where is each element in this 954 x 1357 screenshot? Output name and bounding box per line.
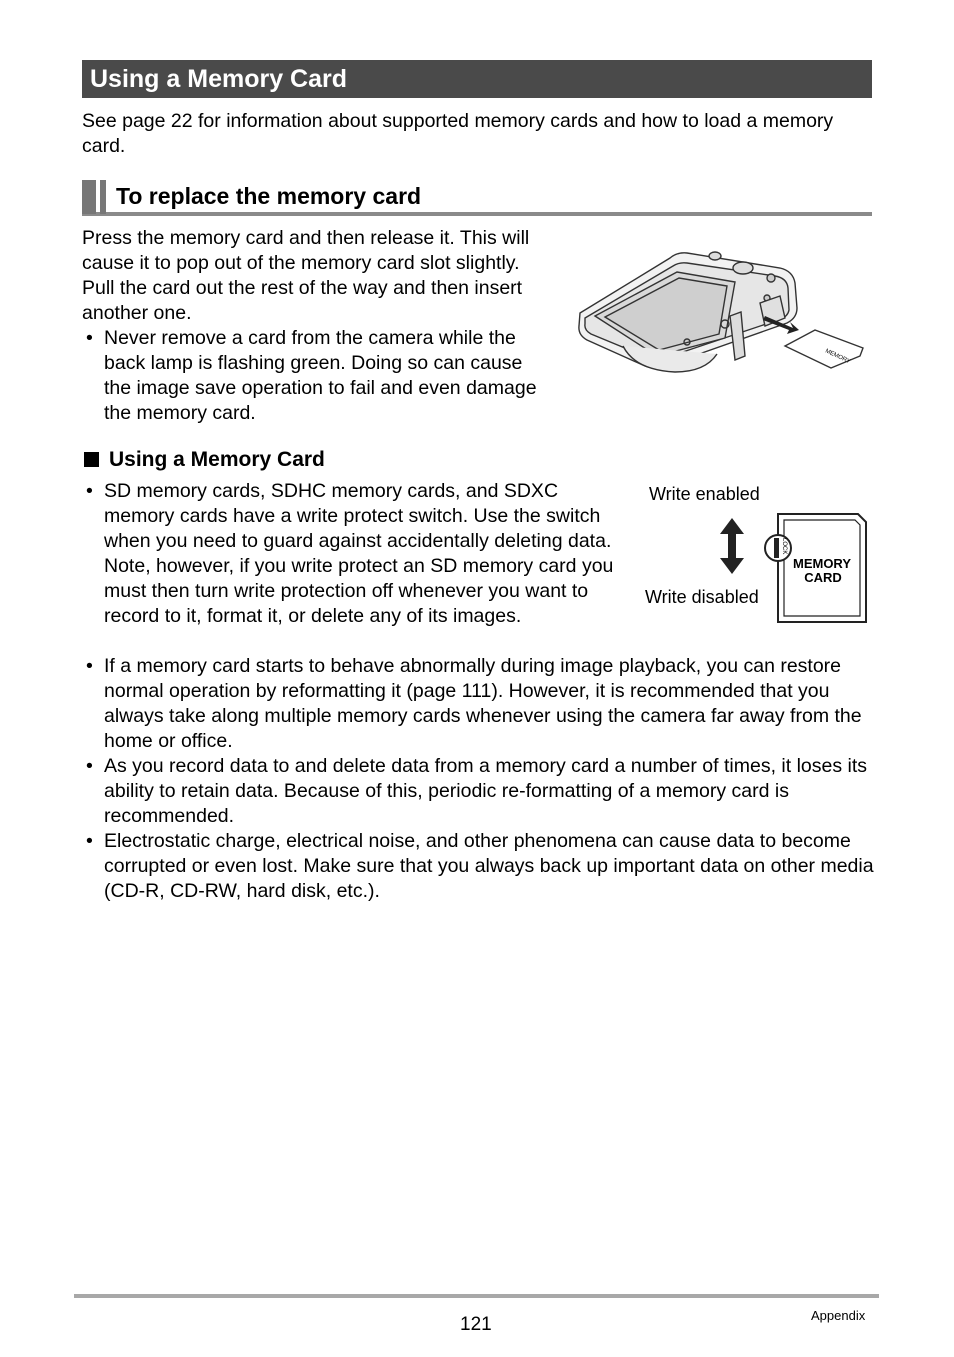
intro-paragraph: See page 22 for information about supported memory cards and how to load a memory card. [82,110,834,157]
list-item: • Electrostatic charge, electrical noise, and other phenomena can cause data to become corrupted or even lost. Make sure that you always back up important data on other media (CD-R, CD-RW, hard disk, etc.). [86,830,874,902]
list-item: • As you record data to and delete data from a memory card a number of times, it loses its ability to retain data. Because of this, periodic re-formatting of a memory card is recommended. [86,755,868,827]
list-item: • SD memory cards, SDHC memory cards, and SDXC memory cards have a write protect switch. Use the switch when you need to guard against accidentally deleting data. Note, however, if you write protect an SD memory card you must then turn write protection off whenever you want to record to it, format it, or delete any of its images. [86,480,614,627]
footer-section-label: Appendix [811,1308,866,1323]
svg-text:LOCK: LOCK [781,538,787,555]
svg-text:MEMORY: MEMORY [792,556,852,571]
up-down-arrow-icon [720,518,744,574]
list-item: • Never remove a card from the camera while the back lamp is flashing green. Doing so can cause the image save operation to fail and even damage the memory card. [86,327,537,424]
replace-paragraph: Press the memory card and then release it. This will cause it to pop out of the memory card slot slightly. Pull the card out the rest of the way and then insert another one. [82,227,530,324]
write-disabled-label: Write disabled [645,587,759,607]
memory-card-small [785,330,863,368]
subheading-replace-card [82,178,872,216]
camera-card-eject-illustration [575,238,867,378]
footer-rule [74,1294,879,1298]
square-bullet-icon [84,452,99,467]
page-number: 121 [460,1314,492,1335]
svg-text:MEMORY: MEMORY [824,348,852,366]
heading-marker [82,180,110,212]
subheading-text: To replace the memory card [116,183,422,209]
write-enabled-label: Write enabled [649,484,760,504]
usage-bullet-list-narrow [82,479,622,629]
section-title: Using a Memory Card [82,60,872,98]
usage-bullet-list [82,654,882,904]
list-item: • If a memory card starts to behave abnormally during image playback, you can restore normal operation by reformatting it (page 111). However, it is recommended that you always take along multiple memory cards whenever using the camera far away from the home or office. [86,655,862,752]
svg-text:CARD: CARD [804,570,842,585]
sd-card-lock-illustration [712,510,872,628]
subsection-heading: Using a Memory Card [84,447,325,473]
replace-bullet-list [82,326,542,426]
